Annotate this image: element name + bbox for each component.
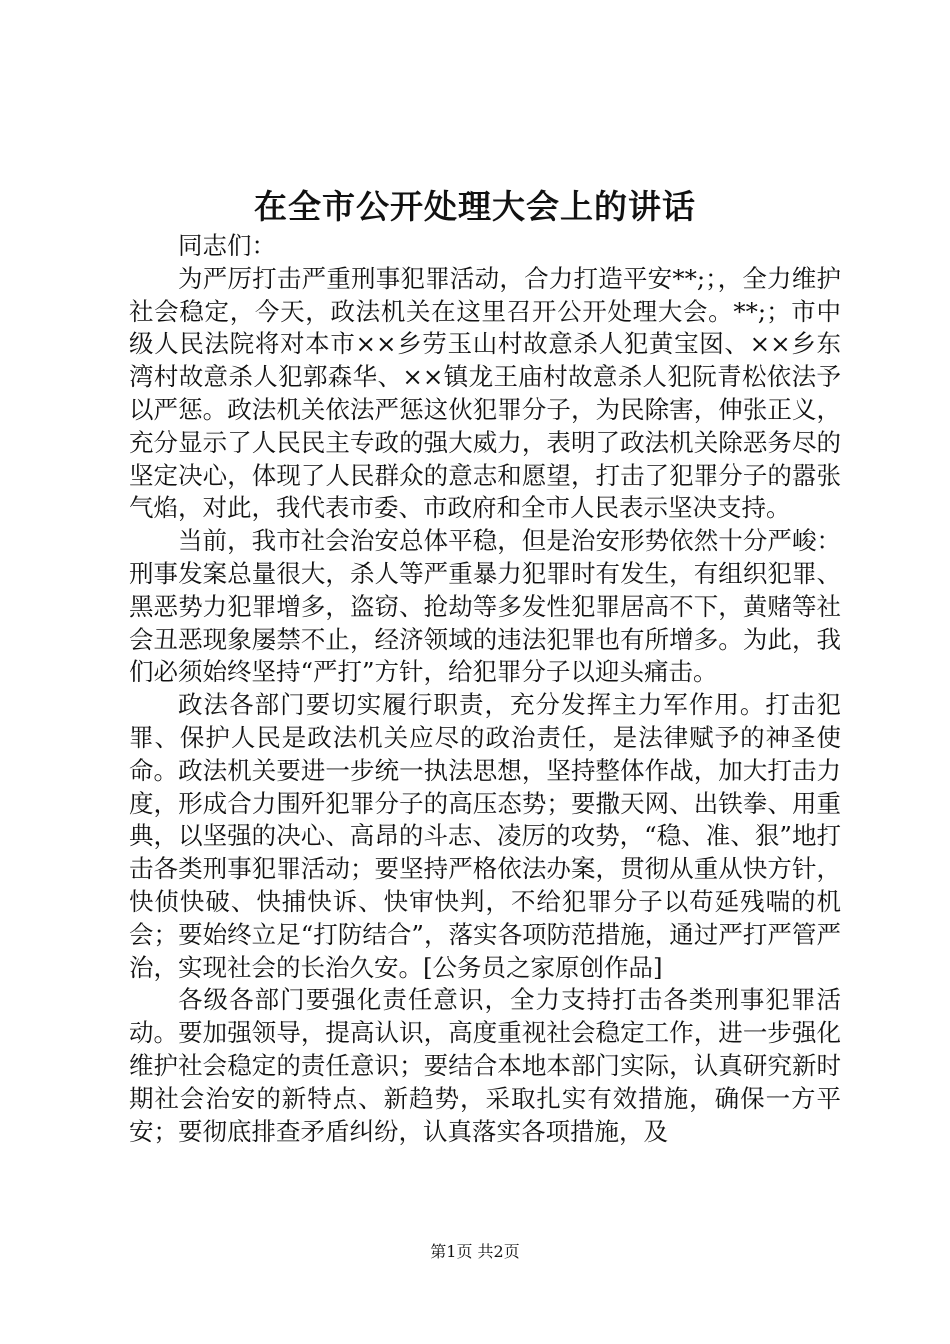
- salutation: 同志们：: [178, 231, 276, 260]
- paragraph-3: 政法各部门要切实履行职责，充分发挥主力军作用。打击犯罪、保护人民是政法机关应尽的政治责任，是法律赋予的神圣使命。政法机关要进一步统一执法思想，坚持整体作战，加大打击力度，形成合力围歼犯罪分子的高压态势；要撒天网、出铁拳、用重典，以坚强的决心、高昂的斗志、凌厉的攻势，“稳、准、狠”地打击各类刑事犯罪活动；要坚持严格依法办案，贯彻从重从快方针，快侦快破、快捕快诉、快审快判，不给犯罪分子以苟延残喘的机会；要始终立足“打防结合”，落实各项防范措施，通过严打严管严治，实现社会的长治久安。[公务员之家原创作品]: [129, 690, 841, 982]
- paragraph-1: 为严厉打击严重刑事犯罪活动，合力打造平安**;；，全力维护社会稳定，今天，政法机关在这里召开公开处理大会。**;；市中级人民法院将对本市××乡劳玉山村故意杀人犯黄宝囡、××乡东湾村故意杀人犯郭森华、××镇龙王庙村故意杀人犯阮青松依法予以严惩。政法机关依法严惩这伙犯罪分子，为民除害，伸张正义，充分显示了人民民主专政的强大威力，表明了政法机关除恶务尽的坚定决心，体现了人民群众的意志和愿望，打击了犯罪分子的嚣张气焰，对此，我代表市委、市政府和全市人民表示坚决支持。: [129, 263, 841, 523]
- paragraph-2: 当前，我市社会治安总体平稳，但是治安形势依然十分严峻：刑事发案总量很大，杀人等严重暴力犯罪时有发生，有组织犯罪、黑恶势力犯罪增多，盗窃、抢劫等多发性犯罪居高不下，黄赌等社会丑恶现象屡禁不止，经济领域的违法犯罪也有所增多。为此，我们必须始终坚持“严打”方针，给犯罪分子以迎头痛击。: [129, 526, 841, 687]
- paragraph-4: 各级各部门要强化责任意识，全力支持打击各类刑事犯罪活动。要加强领导，提高认识，高度重视社会稳定工作，进一步强化维护社会稳定的责任意识；要结合本地本部门实际，认真研究新时期社会治安的新特点、新趋势，采取扎实有效措施，确保一方平安；要彻底排查矛盾纠纷，认真落实各项措施，及: [129, 985, 841, 1146]
- page-number-footer: 第1页 共2页: [430, 1242, 520, 1261]
- document-title: 在全市公开处理大会上的讲话: [254, 187, 696, 226]
- document-body: [129, 230, 841, 1148]
